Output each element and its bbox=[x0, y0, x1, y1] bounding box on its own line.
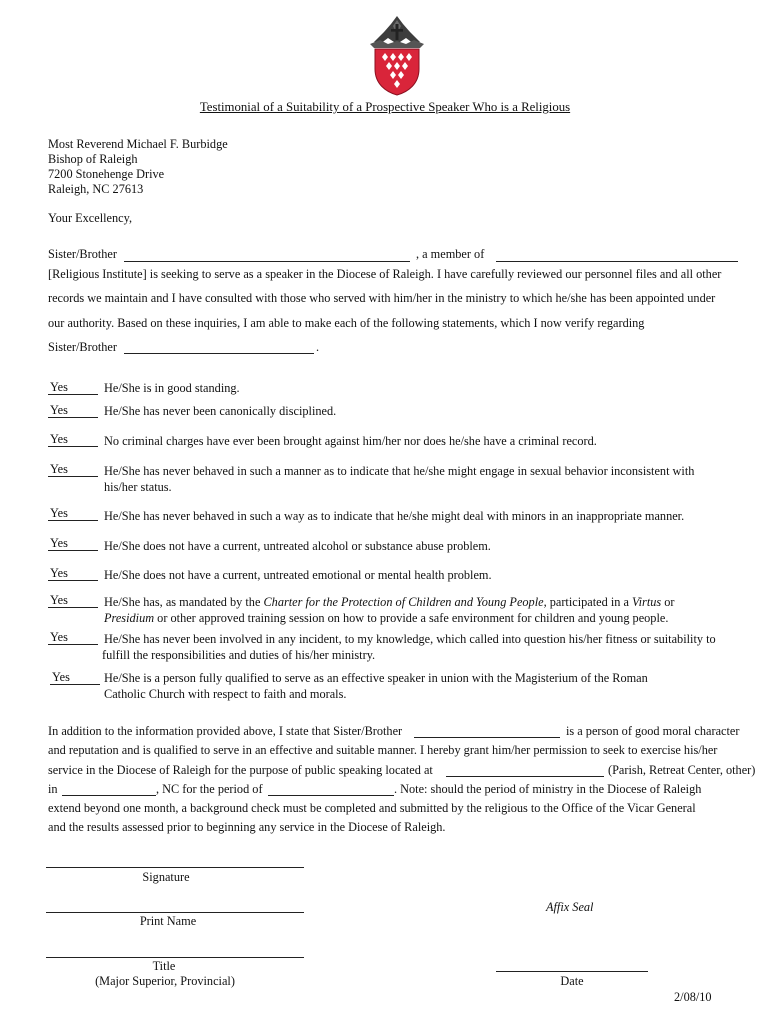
religious-name-field-2[interactable] bbox=[124, 353, 314, 354]
statement-text: He/She has never been involved in any incident, to my knowledge, which called into question his/her fitness or suitability to bbox=[104, 632, 716, 646]
statement-text-part: or bbox=[661, 595, 675, 609]
statement-text: He/She has never behaved in such a manner as to indicate that he/she might engage in sexual behavior inconsistent with bbox=[104, 464, 695, 478]
statement-text bbox=[104, 594, 675, 610]
statement-text-continued: Catholic Church with respect to faith and morals. bbox=[104, 687, 347, 701]
print-name-line[interactable] bbox=[46, 912, 304, 913]
address-line: Most Reverend Michael F. Burbidge bbox=[48, 137, 228, 151]
virtus-name: Virtus bbox=[632, 595, 662, 609]
statement-text: He/She is in good standing. bbox=[104, 381, 240, 395]
closing-line-4a: in bbox=[48, 782, 58, 796]
closing-line-3a: service in the Diocese of Raleigh for the purpose of public speaking located at bbox=[48, 763, 433, 777]
location-field[interactable] bbox=[446, 776, 604, 777]
statement-answer[interactable]: Yes bbox=[48, 536, 98, 551]
form-title: Testimonial of a Suitability of a Prospective Speaker Who is a Religious bbox=[199, 100, 571, 114]
statement-text-continued: fulfill the responsibilities and duties of his/her ministry. bbox=[102, 648, 376, 662]
intro-line-4: our authority. Based on these inquiries, I am able to make each of the following statements, which I now verify regarding bbox=[48, 316, 645, 330]
statement-text-part: or other approved training session on how to provide a safe environment for children and young people. bbox=[154, 611, 669, 625]
address-line: 7200 Stonehenge Drive bbox=[48, 167, 165, 181]
statement-answer[interactable]: Yes bbox=[48, 630, 98, 645]
intro-period: . bbox=[316, 340, 320, 354]
intro-member-of: , a member of bbox=[416, 247, 485, 261]
statement-text: He/She does not have a current, untreated alcohol or substance abuse problem. bbox=[104, 539, 491, 553]
charter-title: Charter for the Protection of Children and Young People, bbox=[263, 595, 547, 609]
address-line: Raleigh, NC 27613 bbox=[48, 182, 144, 196]
statement-text: He/She has never been canonically disciplined. bbox=[104, 404, 337, 418]
closing-line-5: extend beyond one month, a background check must be completed and submitted by the religious to the Office of the Vicar General bbox=[48, 801, 696, 815]
statement-answer[interactable]: Yes bbox=[48, 593, 98, 608]
statement-text: No criminal charges have ever been brought against him/her nor does he/she have a criminal record. bbox=[104, 434, 597, 448]
statement-answer[interactable]: Yes bbox=[48, 462, 98, 477]
statement-answer[interactable]: Yes bbox=[48, 432, 98, 447]
closing-line-1a: In addition to the information provided above, I state that Sister/Brother bbox=[48, 724, 403, 738]
statement-text-part: He/She has, as mandated by the bbox=[104, 595, 264, 609]
title-label: Title bbox=[152, 959, 176, 973]
print-name-label: Print Name bbox=[139, 914, 197, 928]
statement-answer[interactable]: Yes bbox=[50, 670, 100, 685]
statement-text: He/She is a person fully qualified to serve as an effective speaker in union with the Magisterium of the Roman bbox=[104, 671, 648, 685]
address-line: Bishop of Raleigh bbox=[48, 152, 138, 166]
statement-text: He/She has never behaved in such a way as to indicate that he/she might deal with minors in an inappropriate manner. bbox=[104, 509, 685, 523]
closing-line-6: and the results assessed prior to beginning any service in the Diocese of Raleigh. bbox=[48, 820, 446, 834]
statement-answer[interactable]: Yes bbox=[48, 566, 98, 581]
statement-text-part: participated in a bbox=[546, 595, 633, 609]
closing-line-2: and reputation and is qualified to serve in an effective and suitable manner. I hereby grant him/her permission to seek to exercise his/her bbox=[48, 743, 718, 757]
date-label: Date bbox=[560, 974, 584, 988]
intro-line-3: records we maintain and I have consulted with those who served with him/her in the ministry to which he/she has been appointed under bbox=[48, 291, 716, 305]
statement-answer[interactable]: Yes bbox=[48, 380, 98, 395]
recipient-address bbox=[48, 137, 228, 197]
title-line[interactable] bbox=[46, 957, 304, 958]
statement-text-continued: his/her status. bbox=[104, 480, 172, 494]
signature-label: Signature bbox=[142, 870, 190, 884]
signature-line[interactable] bbox=[46, 867, 304, 868]
closing-line-1b: is a person of good moral character bbox=[566, 724, 740, 738]
city-field[interactable] bbox=[62, 795, 156, 796]
date-line[interactable] bbox=[496, 971, 648, 972]
form-revision-date: 2/08/10 bbox=[674, 990, 712, 1004]
period-field[interactable] bbox=[268, 795, 394, 796]
closing-line-4b: , NC for the period of bbox=[156, 782, 263, 796]
intro-line-5: Sister/Brother bbox=[48, 340, 117, 354]
intro-line-2: [Religious Institute] is seeking to serve as a speaker in the Diocese of Raleigh. I have carefully reviewed our personnel files and all other bbox=[48, 267, 722, 281]
religious-name-field[interactable] bbox=[124, 261, 410, 262]
intro-sister-brother: Sister/Brother bbox=[48, 247, 117, 261]
statement-answer[interactable]: Yes bbox=[48, 403, 98, 418]
statement-answer[interactable]: Yes bbox=[48, 506, 98, 521]
salutation: Your Excellency, bbox=[48, 211, 133, 225]
title-sub-label: (Major Superior, Provincial) bbox=[95, 974, 235, 988]
religious-institute-field[interactable] bbox=[496, 261, 738, 262]
closing-line-3b: (Parish, Retreat Center, other) bbox=[608, 763, 756, 777]
statement-text-continued bbox=[104, 610, 668, 626]
affix-seal-label: Affix Seal bbox=[546, 900, 594, 914]
closing-line-4c: . Note: should the period of ministry in the Diocese of Raleigh bbox=[394, 782, 702, 796]
statement-text: He/She does not have a current, untreated emotional or mental health problem. bbox=[104, 568, 492, 582]
diocese-coat-of-arms-logo bbox=[366, 14, 428, 96]
presidium-name: Presidium bbox=[104, 611, 155, 625]
sister-brother-name-field[interactable] bbox=[414, 737, 560, 738]
